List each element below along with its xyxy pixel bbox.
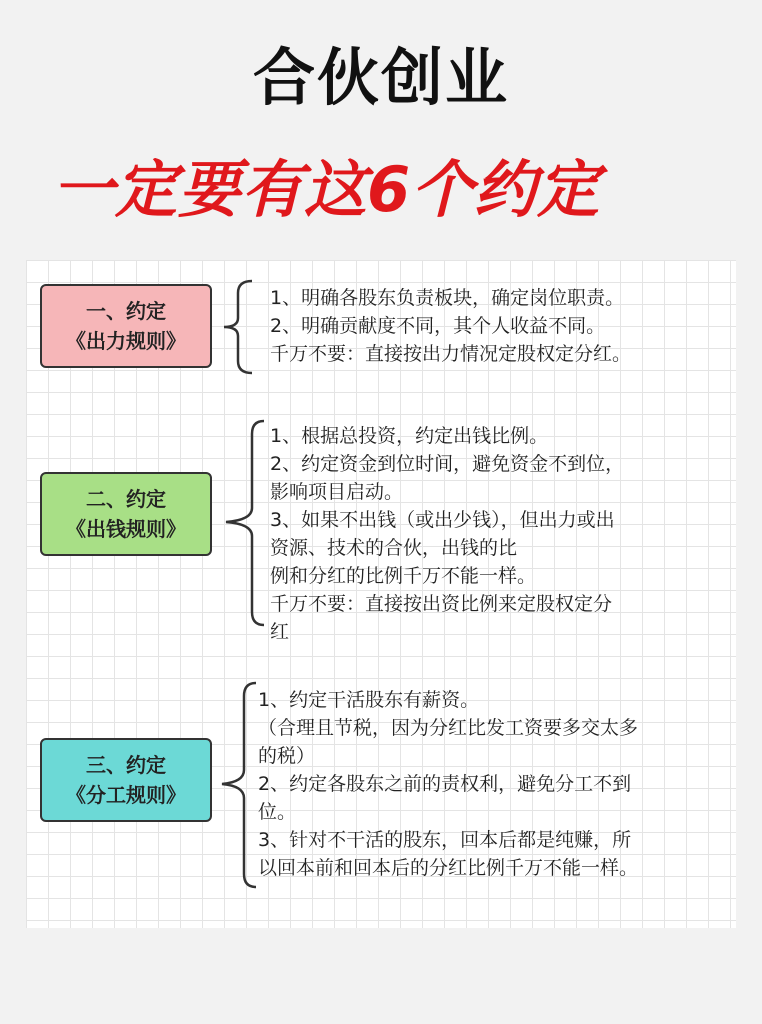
page-title: 合伙创业 (252, 41, 509, 114)
section-3-line: 的税） (258, 745, 316, 767)
section-3-text (258, 686, 638, 882)
section-2-line: 2、约定资金到位时间，避免资金不到位， (270, 453, 625, 475)
section-1-text (270, 284, 631, 368)
section-3-line: 以回本前和回本后的分红比例千万不能一样。 (258, 857, 639, 879)
section-1-line: 2、明确贡献度不同，其个人收益不同。 (270, 315, 606, 337)
section-3-line: 位。 (258, 801, 297, 823)
section-1-line: 1、明确各股东负责板块，确定岗位职责。 (270, 287, 625, 309)
section-2-line: 红 (270, 621, 290, 643)
section-2-line: 千万不要：直接按出资比例来定股权定分 (270, 593, 613, 615)
section-2-text (270, 422, 624, 646)
section-3-line: 1、约定干活股东有薪资。 (258, 689, 480, 711)
section-2-line: 1、根据总投资，约定出钱比例。 (270, 425, 549, 447)
section-2-line: 资源、技术的合伙，出钱的比 (270, 537, 518, 559)
section-3-line: 3、针对不干活的股东，回本后都是纯赚，所 (258, 829, 632, 851)
section-3-label-line1: 三、约定 (86, 753, 166, 777)
section-2-line: 例和分红的比例千万不能一样。 (270, 565, 537, 587)
section-2-brace-icon (218, 418, 268, 628)
section-2-line: 影响项目启动。 (270, 481, 404, 503)
section-1-label-line1: 一、约定 (86, 299, 166, 323)
section-3-line: 2、约定各股东之前的责权利，避免分工不到 (258, 773, 632, 795)
section-2-label-line2: 《出钱规则》 (66, 517, 186, 541)
section-2-label-line1: 二、约定 (86, 487, 166, 511)
section-3-line: （合理且节税，因为分红比发工资要多交太多 (258, 717, 639, 739)
section-2-line: 3、如果不出钱（或出少钱），但出力或出 (270, 509, 615, 531)
section-3-label-box (40, 738, 212, 822)
page-subtitle: 一定要有这6个约定 (52, 153, 601, 226)
content-panel (26, 260, 736, 928)
section-3-brace-icon (218, 680, 260, 890)
section-1-brace-icon (218, 278, 258, 376)
section-2-label-box (40, 472, 212, 556)
section-1-label-box (40, 284, 212, 368)
section-1-label-line2: 《出力规则》 (66, 329, 186, 353)
section-1-line: 千万不要：直接按出力情况定股权定分红。 (270, 343, 632, 365)
section-3-label-line2: 《分工规则》 (66, 783, 186, 807)
